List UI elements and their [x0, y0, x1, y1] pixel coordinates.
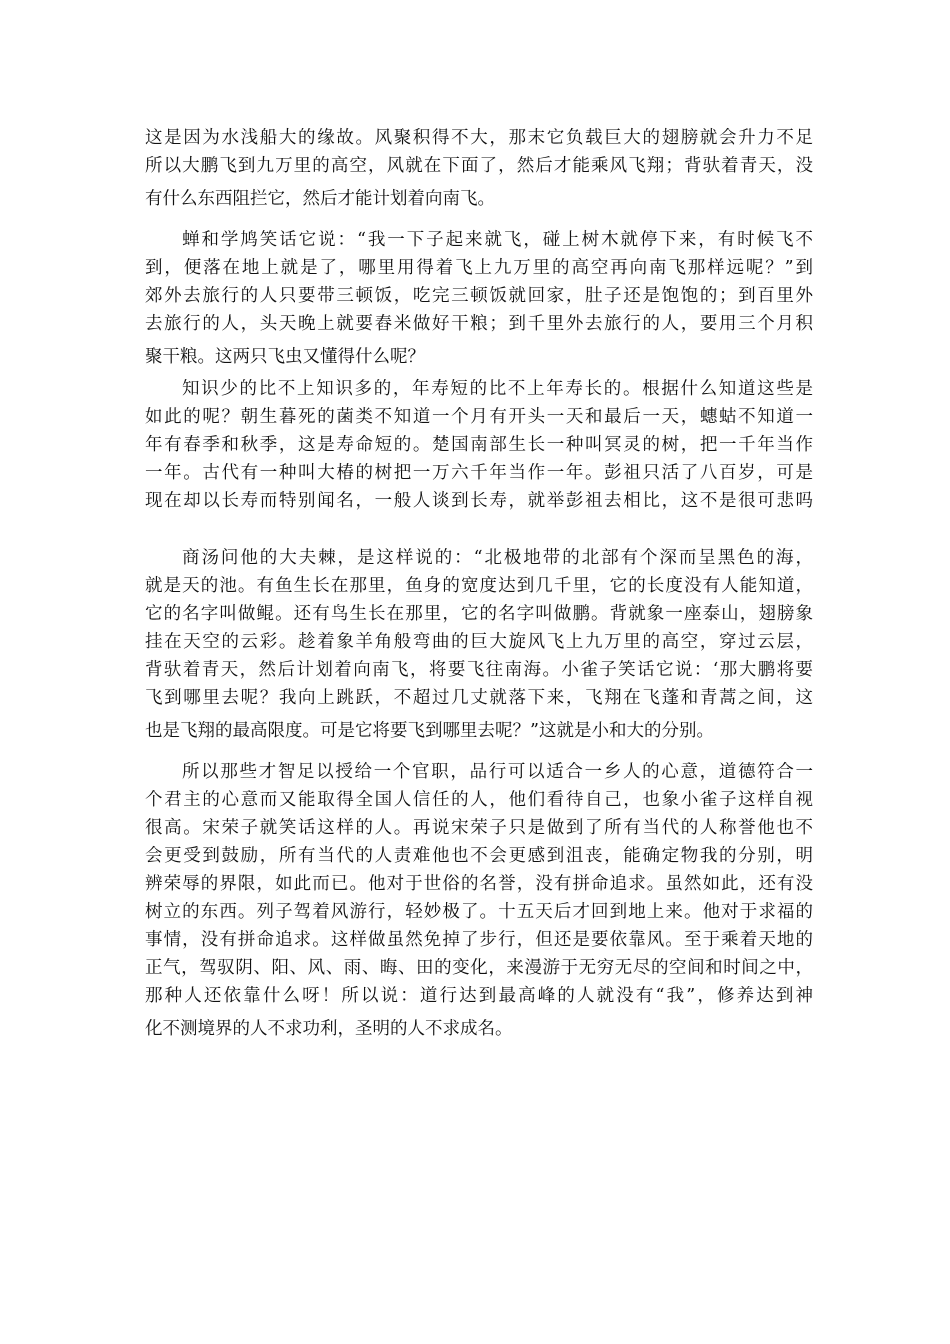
- text-line: 如此的呢？朝生暮死的菌类不知道一个月有开头一天和最后一天，蟪蛄不知道一: [145, 407, 813, 427]
- text-line: 会更受到鼓励，所有当代的人责难他也不会更感到沮丧，能确定物我的分别，明: [145, 846, 813, 866]
- text-line: 商汤问他的大夫棘，是这样说的：“北极地带的北部有个深而呈黑色的海，: [182, 548, 813, 568]
- text-line: 所以大鹏飞到九万里的高空，风就在下面了，然后才能乘风飞翔；背驮着青天，没: [145, 156, 813, 176]
- text-line: 到，便落在地上就是了，哪里用得着飞上九万里的高空再向南飞那样远呢？”到: [145, 258, 813, 278]
- text-line: 知识少的比不上知识多的，年寿短的比不上年寿长的。根据什么知道这些是: [182, 379, 813, 399]
- text-line: 蝉和学鸠笑话它说：“我一下子起来就飞，碰上树木就停下来，有时候飞不: [182, 230, 813, 250]
- text-line: 郊外去旅行的人只要带三顿饭，吃完三顿饭就回家，肚子还是饱饱的；到百里外: [145, 286, 813, 306]
- text-line: 有什么东西阻拦它，然后才能计划着向南飞。: [145, 189, 495, 209]
- text-line: 正气，驾驭阴、阳、风、雨、晦、田的变化，来漫游于无穷无尽的空间和时间之中，: [145, 958, 813, 978]
- text-line: 就是天的池。有鱼生长在那里，鱼身的宽度达到几千里，它的长度没有人能知道，: [145, 576, 813, 596]
- text-line: 很高。宋荣子就笑话这样的人。再说宋荣子只是做到了所有当代的人称誉他也不: [145, 818, 813, 838]
- text-line: 树立的东西。列子驾着风游行，轻妙极了。十五天后才回到地上来。他对于求福的: [145, 902, 813, 922]
- text-line: 这是因为水浅船大的缘故。风聚积得不大，那末它负载巨大的翅膀就会升力不足: [145, 128, 813, 148]
- text-line: 个君主的心意而又能取得全国人信任的人，他们看待自己，也象小雀子这样自视: [145, 790, 813, 810]
- text-line: 背驮着青天，然后计划着向南飞，将要飞往南海。小雀子笑话它说：‘那大鹏将要: [145, 660, 813, 680]
- text-line: 挂在天空的云彩。趁着象羊角般弯曲的巨大旋风飞上九万里的高空，穿过云层，: [145, 632, 813, 652]
- text-line: 聚干粮。这两只飞虫又懂得什么呢？: [145, 347, 425, 367]
- text-line: 去旅行的人，头天晚上就要舂米做好干粮；到千里外去旅行的人，要用三个月积: [145, 314, 813, 334]
- text-line: 化不测境界的人不求功利，圣明的人不求成名。: [145, 1019, 513, 1039]
- text-line: 它的名字叫做鲲。还有鸟生长在那里，它的名字叫做鹏。背就象一座泰山，翅膀象: [145, 604, 813, 624]
- text-line: 也是飞翔的最高限度。可是它将要飞到哪里去呢？”这就是小和大的分别。: [145, 721, 714, 741]
- text-line: 年有春季和秋季，这是寿命短的。楚国南部生长一种叫冥灵的树，把一千年当作: [145, 435, 813, 455]
- text-line: 飞到哪里去呢？我向上跳跃，不超过几丈就落下来，飞翔在飞蓬和青蒿之间，这: [145, 688, 813, 708]
- text-line: 所以那些才智足以授给一个官职，品行可以适合一乡人的心意，道德符合一: [182, 762, 813, 782]
- text-line: 那种人还依靠什么呀！所以说：道行达到最高峰的人就没有“我”，修养达到神: [145, 986, 813, 1006]
- text-line: 现在却以长寿而特别闻名，一般人谈到长寿，就举彭祖去相比，这不是很可悲吗: [145, 491, 813, 511]
- text-line: 一年。古代有一种叫大椿的树把一万六千年当作一年。彭祖只活了八百岁，可是: [145, 463, 813, 483]
- text-line: 事情，没有拼命追求。这样做虽然免掉了步行，但还是要依靠风。至于乘着天地的: [145, 930, 813, 950]
- text-line: 辨荣辱的界限，如此而已。他对于世俗的名誉，没有拼命追求。虽然如此，还有没: [145, 874, 813, 894]
